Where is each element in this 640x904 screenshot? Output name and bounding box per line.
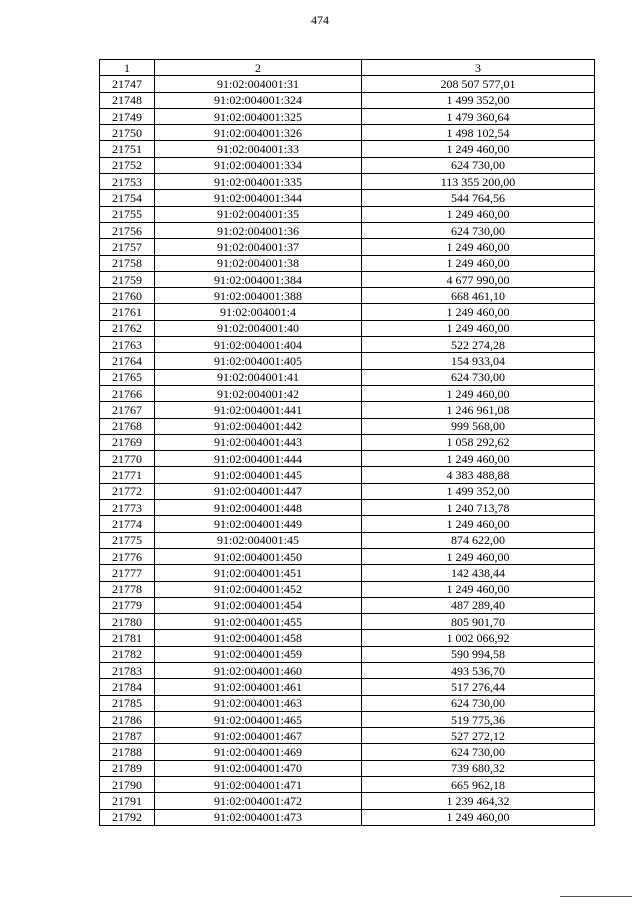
cadastral-id-cell: 91:02:004001:467 [155, 728, 362, 744]
value-cell: 665 962,18 [362, 777, 595, 793]
row-number-cell: 21753 [100, 174, 155, 190]
row-number-cell: 21755 [100, 206, 155, 222]
cadastral-id-cell: 91:02:004001:450 [155, 548, 362, 564]
value-cell: 1 249 460,00 [362, 320, 595, 336]
row-number-cell: 21776 [100, 548, 155, 564]
table-row [100, 288, 595, 304]
table-row [100, 353, 595, 369]
cadastral-id-cell: 91:02:004001:473 [155, 809, 362, 825]
cadastral-id-cell: 91:02:004001:388 [155, 288, 362, 304]
row-number-cell: 21749 [100, 108, 155, 124]
row-number-cell: 21786 [100, 711, 155, 727]
table-row [100, 92, 595, 108]
value-cell: 1 498 102,54 [362, 125, 595, 141]
value-cell: 805 901,70 [362, 614, 595, 630]
row-number-cell: 21752 [100, 157, 155, 173]
row-number-cell: 21769 [100, 434, 155, 450]
table-row [100, 532, 595, 548]
cadastral-id-cell: 91:02:004001:37 [155, 239, 362, 255]
row-number-cell: 21763 [100, 337, 155, 353]
cadastral-id-cell: 91:02:004001:454 [155, 597, 362, 613]
cadastral-id-cell: 91:02:004001:452 [155, 581, 362, 597]
cadastral-id-cell: 91:02:004001:441 [155, 402, 362, 418]
table-row [100, 76, 595, 92]
row-number-cell: 21764 [100, 353, 155, 369]
value-cell: 1 479 360,64 [362, 108, 595, 124]
row-number-cell: 21759 [100, 271, 155, 287]
row-number-cell: 21770 [100, 451, 155, 467]
cadastral-id-cell: 91:02:004001:449 [155, 516, 362, 532]
cadastral-id-cell: 91:02:004001:404 [155, 337, 362, 353]
cadastral-id-cell: 91:02:004001:335 [155, 174, 362, 190]
cadastral-id-cell: 91:02:004001:460 [155, 662, 362, 678]
value-cell: 1 246 961,08 [362, 402, 595, 418]
table-row [100, 565, 595, 581]
value-cell: 590 994,58 [362, 646, 595, 662]
table-row [100, 108, 595, 124]
table-row [100, 255, 595, 271]
value-cell: 544 764,56 [362, 190, 595, 206]
cadastral-id-cell: 91:02:004001:445 [155, 467, 362, 483]
row-number-cell: 21767 [100, 402, 155, 418]
row-number-cell: 21772 [100, 483, 155, 499]
cadastral-id-cell: 91:02:004001:33 [155, 141, 362, 157]
table-row [100, 581, 595, 597]
table-row [100, 744, 595, 760]
table-row [100, 190, 595, 206]
table-row [100, 369, 595, 385]
cadastral-id-cell: 91:02:004001:469 [155, 744, 362, 760]
value-cell: 1 249 460,00 [362, 581, 595, 597]
cadastral-id-cell: 91:02:004001:448 [155, 500, 362, 516]
cadastral-id-cell: 91:02:004001:472 [155, 793, 362, 809]
row-number-cell: 21780 [100, 614, 155, 630]
table-row [100, 809, 595, 825]
value-cell: 493 536,70 [362, 662, 595, 678]
value-cell: 487 289,40 [362, 597, 595, 613]
row-number-cell: 21791 [100, 793, 155, 809]
table-row [100, 630, 595, 646]
value-cell: 1 239 464,32 [362, 793, 595, 809]
row-number-cell: 21766 [100, 385, 155, 401]
table-row [100, 597, 595, 613]
row-number-cell: 21781 [100, 630, 155, 646]
value-cell: 142 438,44 [362, 565, 595, 581]
value-cell: 1 249 460,00 [362, 206, 595, 222]
table-row [100, 777, 595, 793]
table-row [100, 157, 595, 173]
value-cell: 1 249 460,00 [362, 809, 595, 825]
value-cell: 624 730,00 [362, 744, 595, 760]
row-number-cell: 21788 [100, 744, 155, 760]
value-cell: 874 622,00 [362, 532, 595, 548]
value-cell: 1 249 460,00 [362, 255, 595, 271]
table-row [100, 711, 595, 727]
value-cell: 113 355 200,00 [362, 174, 595, 190]
row-number-cell: 21747 [100, 76, 155, 92]
value-cell: 1 249 460,00 [362, 451, 595, 467]
value-cell: 1 240 713,78 [362, 500, 595, 516]
value-cell: 1 499 352,00 [362, 92, 595, 108]
row-number-cell: 21750 [100, 125, 155, 141]
cadastral-id-cell: 91:02:004001:447 [155, 483, 362, 499]
row-number-cell: 21778 [100, 581, 155, 597]
cadastral-id-cell: 91:02:004001:4 [155, 304, 362, 320]
cadastral-id-cell: 91:02:004001:463 [155, 695, 362, 711]
cadastral-id-cell: 91:02:004001:45 [155, 532, 362, 548]
table-row [100, 141, 595, 157]
value-cell: 517 276,44 [362, 679, 595, 695]
cadastral-id-cell: 91:02:004001:36 [155, 222, 362, 238]
table-row [100, 614, 595, 630]
cadastral-id-cell: 91:02:004001:451 [155, 565, 362, 581]
page-number: 474 [311, 13, 329, 27]
column-header-value: 3 [362, 60, 595, 76]
table-row [100, 125, 595, 141]
row-number-cell: 21768 [100, 418, 155, 434]
value-cell: 624 730,00 [362, 222, 595, 238]
cadastral-id-cell: 91:02:004001:444 [155, 451, 362, 467]
table-row [100, 467, 595, 483]
cadastral-id-cell: 91:02:004001:455 [155, 614, 362, 630]
value-cell: 1 002 066,92 [362, 630, 595, 646]
table-row [100, 206, 595, 222]
row-number-cell: 21784 [100, 679, 155, 695]
table-row [100, 695, 595, 711]
cadastral-id-cell: 91:02:004001:344 [155, 190, 362, 206]
table-row [100, 662, 595, 678]
table-row [100, 548, 595, 564]
cadastral-id-cell: 91:02:004001:41 [155, 369, 362, 385]
table-row [100, 271, 595, 287]
cadastral-id-cell: 91:02:004001:461 [155, 679, 362, 695]
value-cell: 208 507 577,01 [362, 76, 595, 92]
row-number-cell: 21777 [100, 565, 155, 581]
cadastral-id-cell: 91:02:004001:384 [155, 271, 362, 287]
table-row [100, 337, 595, 353]
table-row [100, 434, 595, 450]
table-row [100, 174, 595, 190]
row-number-cell: 21748 [100, 92, 155, 108]
row-number-cell: 21762 [100, 320, 155, 336]
value-cell: 1 058 292,62 [362, 434, 595, 450]
footer-rule [560, 896, 632, 897]
cadastral-id-cell: 91:02:004001:334 [155, 157, 362, 173]
table-row [100, 385, 595, 401]
row-number-cell: 21760 [100, 288, 155, 304]
row-number-cell: 21757 [100, 239, 155, 255]
table-row [100, 646, 595, 662]
table-row [100, 239, 595, 255]
value-cell: 1 249 460,00 [362, 141, 595, 157]
value-cell: 624 730,00 [362, 157, 595, 173]
value-cell: 4 677 990,00 [362, 271, 595, 287]
row-number-cell: 21783 [100, 662, 155, 678]
value-cell: 522 274,28 [362, 337, 595, 353]
cadastral-id-cell: 91:02:004001:465 [155, 711, 362, 727]
table-row [100, 320, 595, 336]
cadastral-id-cell: 91:02:004001:38 [155, 255, 362, 271]
value-cell: 527 272,12 [362, 728, 595, 744]
table-header-row [100, 60, 595, 76]
cadastral-id-cell: 91:02:004001:443 [155, 434, 362, 450]
value-cell: 4 383 488,88 [362, 467, 595, 483]
value-cell: 1 249 460,00 [362, 304, 595, 320]
value-cell: 624 730,00 [362, 695, 595, 711]
value-cell: 154 933,04 [362, 353, 595, 369]
row-number-cell: 21765 [100, 369, 155, 385]
table-row [100, 483, 595, 499]
column-header-number: 1 [100, 60, 155, 76]
table-row [100, 418, 595, 434]
cadastral-id-cell: 91:02:004001:459 [155, 646, 362, 662]
row-number-cell: 21774 [100, 516, 155, 532]
row-number-cell: 21754 [100, 190, 155, 206]
row-number-cell: 21775 [100, 532, 155, 548]
table-row [100, 222, 595, 238]
cadastral-id-cell: 91:02:004001:470 [155, 760, 362, 776]
table-row [100, 402, 595, 418]
value-cell: 1 499 352,00 [362, 483, 595, 499]
row-number-cell: 21771 [100, 467, 155, 483]
row-number-cell: 21761 [100, 304, 155, 320]
table-row [100, 500, 595, 516]
cadastral-id-cell: 91:02:004001:325 [155, 108, 362, 124]
table-row [100, 451, 595, 467]
cadastral-id-cell: 91:02:004001:442 [155, 418, 362, 434]
table-row [100, 793, 595, 809]
value-cell: 519 775,36 [362, 711, 595, 727]
row-number-cell: 21789 [100, 760, 155, 776]
row-number-cell: 21758 [100, 255, 155, 271]
row-number-cell: 21751 [100, 141, 155, 157]
column-header-cadastral-id: 2 [155, 60, 362, 76]
row-number-cell: 21785 [100, 695, 155, 711]
row-number-cell: 21782 [100, 646, 155, 662]
row-number-cell: 21779 [100, 597, 155, 613]
cadastral-id-cell: 91:02:004001:458 [155, 630, 362, 646]
row-number-cell: 21787 [100, 728, 155, 744]
cadastral-id-cell: 91:02:004001:40 [155, 320, 362, 336]
cadastral-id-cell: 91:02:004001:405 [155, 353, 362, 369]
row-number-cell: 21773 [100, 500, 155, 516]
table-row [100, 728, 595, 744]
cadastral-value-table [99, 59, 595, 826]
value-cell: 1 249 460,00 [362, 516, 595, 532]
value-cell: 739 680,32 [362, 760, 595, 776]
value-cell: 999 568,00 [362, 418, 595, 434]
table-body [100, 76, 595, 826]
row-number-cell: 21756 [100, 222, 155, 238]
value-cell: 1 249 460,00 [362, 239, 595, 255]
table-row [100, 516, 595, 532]
table-row [100, 304, 595, 320]
cadastral-id-cell: 91:02:004001:471 [155, 777, 362, 793]
value-cell: 1 249 460,00 [362, 548, 595, 564]
row-number-cell: 21790 [100, 777, 155, 793]
table-row [100, 760, 595, 776]
table-row [100, 679, 595, 695]
value-cell: 668 461,10 [362, 288, 595, 304]
cadastral-id-cell: 91:02:004001:324 [155, 92, 362, 108]
value-cell: 1 249 460,00 [362, 385, 595, 401]
value-cell: 624 730,00 [362, 369, 595, 385]
cadastral-id-cell: 91:02:004001:42 [155, 385, 362, 401]
cadastral-id-cell: 91:02:004001:326 [155, 125, 362, 141]
cadastral-id-cell: 91:02:004001:31 [155, 76, 362, 92]
row-number-cell: 21792 [100, 809, 155, 825]
cadastral-id-cell: 91:02:004001:35 [155, 206, 362, 222]
